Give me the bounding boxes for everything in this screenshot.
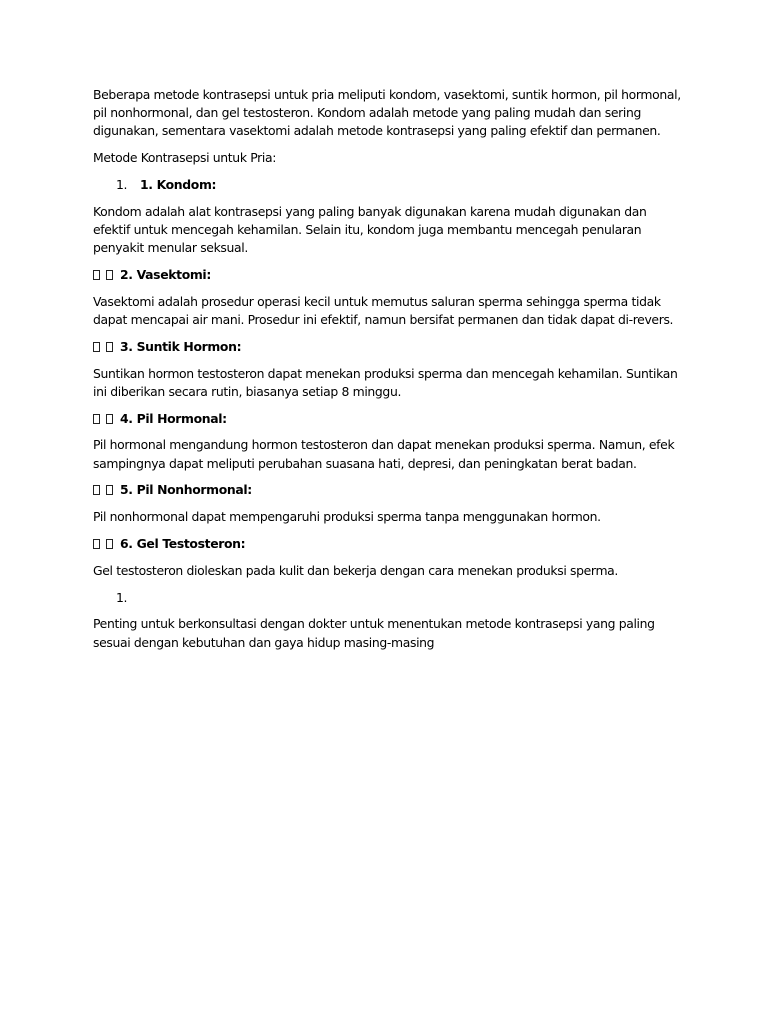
list-number: 1. bbox=[116, 589, 128, 605]
list-item-heading: 5. Pil Nonhormonal: bbox=[120, 482, 252, 498]
document-body bbox=[93, 86, 683, 660]
intro-paragraph: Beberapa metode kontrasepsi untuk pria meliputi kondom, vasektomi, suntik hormon, pil hormonal, pil nonhormonal, dan gel testosteron. Kondom adalah metode yang paling mudah dan sering digunakan, sementara vasektomi adalah metode kontrasepsi yang paling efektif dan permanen. bbox=[93, 87, 681, 139]
list-item-heading: 3. Suntik Hormon: bbox=[120, 338, 242, 354]
empty-list-item bbox=[93, 589, 683, 607]
list-item-heading: 4. Pil Hormonal: bbox=[120, 410, 227, 426]
kondom-paragraph: Kondom adalah alat kontrasepsi yang paling banyak digunakan karena mudah digunakan dan efektif untuk mencegah kehamilan. Selain itu, kondom juga membantu mencegah penularan penyakit menular seksual. bbox=[93, 203, 647, 256]
missing-glyph-icon bbox=[93, 414, 100, 424]
list-number: 1. bbox=[116, 177, 128, 192]
pil-hormonal-paragraph: Pil hormonal mengandung hormon testosteron dan dapat menekan produksi sperma. Namun, efek sampingnya dapat meliputi perubahan suasana hati, depresi, dan peningkatan berat badan. bbox=[93, 437, 675, 471]
section-title: Metode Kontrasepsi untuk Pria: bbox=[93, 150, 277, 166]
missing-glyph-icon bbox=[93, 485, 100, 495]
missing-glyph-icon bbox=[106, 270, 113, 280]
list-item-gel-testosteron bbox=[93, 535, 683, 553]
closing-paragraph: Penting untuk berkonsultasi dengan dokter untuk menentukan metode kontrasepsi yang paling sesuai dengan kebutuhan dan gaya hidup masing-masing bbox=[93, 616, 655, 650]
list-item-pil-nonhormonal bbox=[93, 481, 683, 499]
list-item-heading: 6. Gel Testosteron: bbox=[120, 535, 246, 551]
list-item-suntik-hormon bbox=[93, 338, 683, 356]
vasektomi-paragraph: Vasektomi adalah prosedur operasi kecil untuk memutus saluran sperma sehingga sperma tidak dapat mencapai air mani. Prosedur ini efektif, namun bersifat permanen dan tidak dapat di-revers. bbox=[93, 293, 674, 327]
missing-glyph-icon bbox=[93, 539, 100, 549]
missing-glyph-icon bbox=[106, 414, 113, 424]
missing-glyph-icon bbox=[106, 485, 113, 495]
list-item-heading: 2. Vasektomi: bbox=[120, 267, 211, 282]
list-item-vasektomi bbox=[93, 266, 683, 284]
list-item-kondom bbox=[93, 176, 683, 194]
missing-glyph-icon bbox=[93, 342, 100, 352]
missing-glyph-icon bbox=[93, 270, 100, 280]
missing-glyph-icon bbox=[106, 539, 113, 549]
pil-nonhormonal-paragraph: Pil nonhormonal dapat mempengaruhi produksi sperma tanpa menggunakan hormon. bbox=[93, 509, 601, 525]
list-item-heading: 1. Kondom: bbox=[140, 177, 217, 192]
gel-testosteron-paragraph: Gel testosteron dioleskan pada kulit dan bekerja dengan cara menekan produksi sperma. bbox=[93, 562, 619, 578]
suntik-hormon-paragraph: Suntikan hormon testosteron dapat menekan produksi sperma dan mencegah kehamilan. Suntikan ini diberikan secara rutin, biasanya setiap 8 minggu. bbox=[93, 365, 678, 399]
missing-glyph-icon bbox=[106, 342, 113, 352]
list-item-pil-hormonal bbox=[93, 410, 683, 428]
